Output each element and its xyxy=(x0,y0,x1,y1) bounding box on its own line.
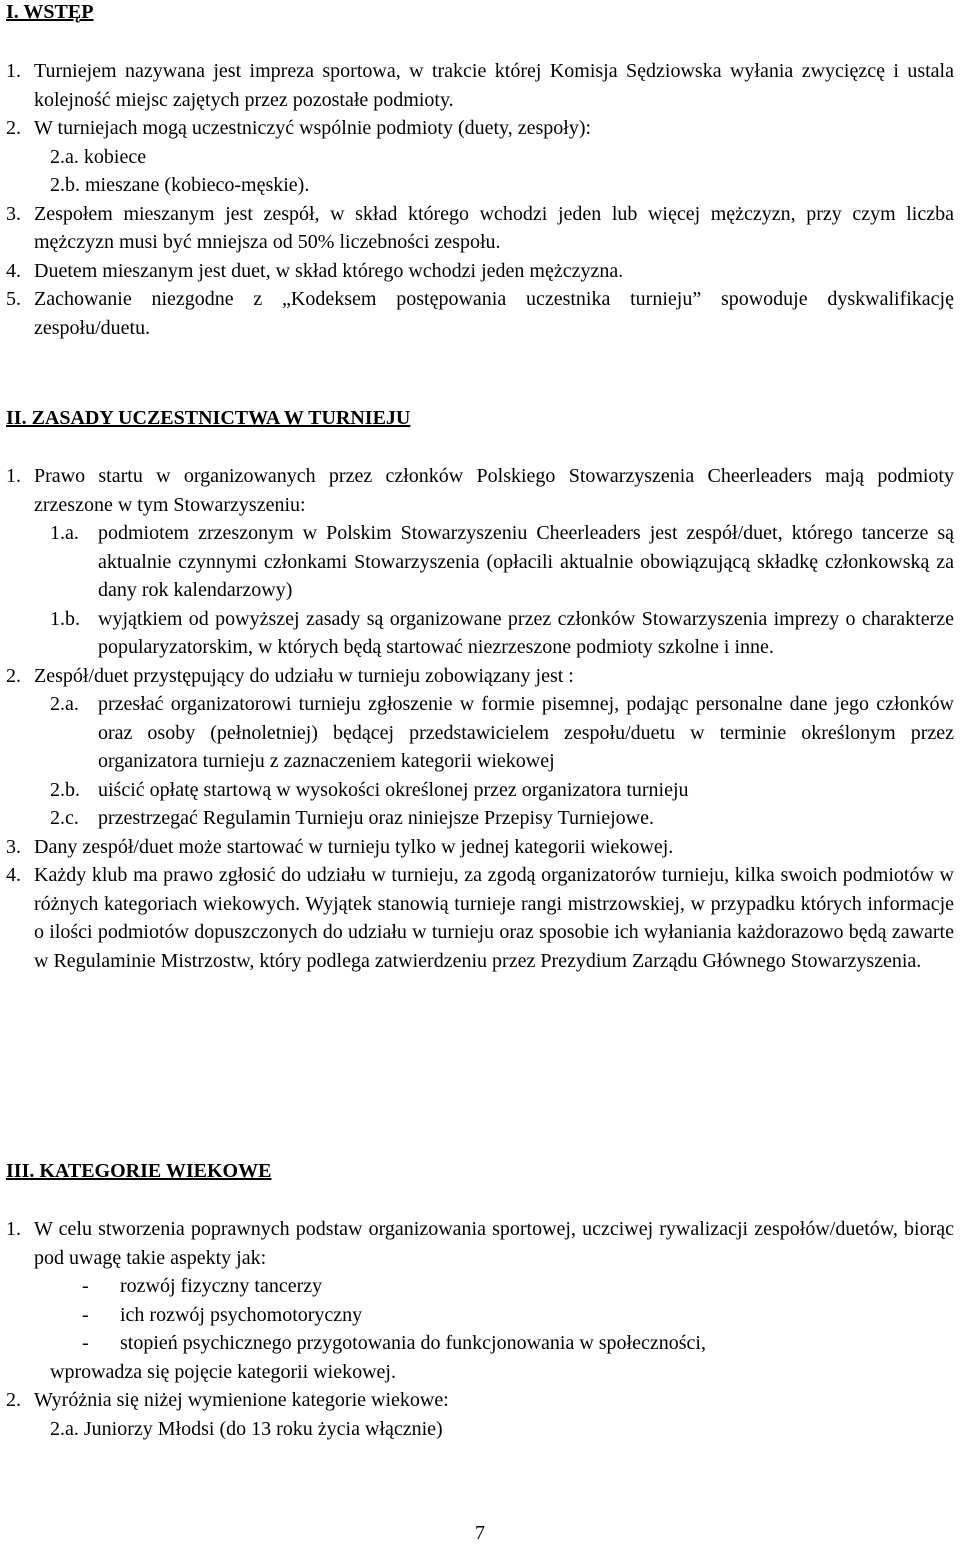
item-text: Turniejem nazywana jest impreza sportowa, w trakcie której Komisja Sędziowska wyłania zwycięzcę i ustala kolejność miejsc zajętych przez pozostałe podmioty. xyxy=(34,60,954,111)
item-text: Prawo startu w organizowanych przez członków Polskiego Stowarzyszenia Cheerleaders mają podmioty zrzeszone w tym Stowarzyszeniu: xyxy=(34,465,954,516)
sub-item xyxy=(6,519,954,605)
sub-item-text: podmiotem zrzeszonym w Polskim Stowarzyszeniu Cheerleaders jest zespół/duet, którego tancerze są aktualnie czynnymi członkami Stowarzyszenia (opłacili aktualnie obowiązującą składkę członkowską za dany rok kalendarzowy) xyxy=(98,522,954,601)
item-text: Każdy klub ma prawo zgłosić do udziału w turnieju, za zgodą organizatorów turnieju, kilka swoich podmiotów w różnych kategoriach wiekowych. Wyjątek stanowią turnieje rangi mistrzowskiej, w przypadku których informacje o ilości podmiotów dopuszczonych do udziału w turnieju oraz sposobie ich wyłaniania każdorazowo będą zawarte w Regulaminie Mistrzostw, który podlega zatwierdzeniu przez Prezydium Zarządu Głównego Stowarzyszenia. xyxy=(34,864,954,972)
sub-item-number: 2.b. xyxy=(50,174,80,196)
sub-item-number: 1.b. xyxy=(50,607,80,630)
dash-text: rozwój fizyczny tancerzy xyxy=(120,1275,323,1297)
sub-item xyxy=(6,804,954,833)
item-text: Dany zespół/duet może startować w turnieju tylko w jednej kategorii wiekowej. xyxy=(34,835,674,858)
sub-item-text: Juniorzy Młodsi (do 13 roku życia włącznie) xyxy=(83,1417,443,1440)
dash-item xyxy=(6,1301,954,1330)
list-item xyxy=(6,1386,954,1415)
list-item xyxy=(6,462,954,519)
sub-item xyxy=(6,605,954,662)
dash-text: ich rozwój psychomotoryczny xyxy=(120,1303,363,1326)
list-item xyxy=(6,285,954,342)
item-text: Zespołem mieszanym jest zespół, w skład którego wchodzi jeden lub więcej mężczyzn, przy czym liczba mężczyzn musi być mniejsza od 50% liczebności zespołu. xyxy=(34,202,954,253)
list-item xyxy=(6,662,954,691)
dash-item xyxy=(6,1329,954,1358)
dash-marker: - xyxy=(82,1303,89,1326)
sub-item-text: przesłać organizatorowi turnieju zgłoszenie w formie pisemnej, podając personalne dane jego członków oraz osoby (pełnoletniej) będącej przedstawicielem zespołu/duetu w terminie określonym przez organizatora turnieju z zaznaczeniem kategorii wiekowej xyxy=(98,693,954,772)
sub-item-text: przestrzegać Regulamin Turnieju oraz niniejsze Przepisy Turniejowe. xyxy=(98,807,654,829)
item-text: Duetem mieszanym jest duet, w skład którego wchodzi jeden mężczyzna. xyxy=(34,259,624,282)
item-number: 4. xyxy=(6,259,21,282)
dash-text: stopień psychicznego przygotowania do funkcjonowania w społeczności, xyxy=(120,1332,706,1354)
section-2-list xyxy=(6,462,954,975)
sub-item-text: mieszane (kobieco-męskie). xyxy=(85,174,310,196)
sub-item-number: 1.a. xyxy=(50,522,79,544)
list-item xyxy=(6,833,954,862)
sub-item xyxy=(6,690,954,776)
item-number: 4. xyxy=(6,864,21,886)
sub-item-number: 2.a. xyxy=(50,1417,79,1440)
sub-item-text: wyjątkiem od powyższej zasady są organizowane przez członków Stowarzyszenia imprezy o charakterze popularyzatorskim, w których będą startować niezrzeszone podmioty szkolne i inne. xyxy=(98,607,954,658)
item-text: W turniejach mogą uczestniczyć wspólnie podmioty (duety, zespoły): xyxy=(34,117,592,139)
item-number: 2. xyxy=(6,664,21,687)
sub-item xyxy=(6,143,954,172)
item-number: 3. xyxy=(6,202,21,225)
sub-item-number: 2.c. xyxy=(50,807,79,829)
dash-marker: - xyxy=(82,1332,89,1354)
item-text: Wyróżnia się niżej wymienione kategorie wiekowe: xyxy=(34,1389,449,1411)
list-item xyxy=(6,1215,954,1272)
dash-list-tail: wprowadza się pojęcie kategorii wiekowej. xyxy=(50,1360,396,1383)
item-number: 1. xyxy=(6,60,21,82)
sub-item xyxy=(6,776,954,805)
item-number: 5. xyxy=(6,288,21,310)
sub-item-number: 2.a. xyxy=(50,145,79,168)
list-item xyxy=(6,114,954,143)
item-number: 3. xyxy=(6,835,21,858)
sub-item-number: 2.a. xyxy=(50,693,79,715)
section-3-list xyxy=(6,1215,954,1443)
item-text: W celu stworzenia poprawnych podstaw organizowania sportowej, uczciwej rywalizacji zespołów/duetów, biorąc pod uwagę takie aspekty jak: xyxy=(34,1218,954,1269)
sub-item xyxy=(6,1415,954,1444)
item-number: 2. xyxy=(6,117,21,139)
item-text: Zespół/duet przystępujący do udziału w turnieju zobowiązany jest : xyxy=(34,664,574,687)
dash-item xyxy=(6,1272,954,1301)
sub-item-text: kobiece xyxy=(83,145,147,168)
item-text: Zachowanie niezgodne z „Kodeksem postępowania uczestnika turnieju” spowoduje dyskwalifikację zespołu/duetu. xyxy=(34,288,954,339)
section-heading-wstep: I. WSTĘP xyxy=(6,1,94,23)
section-heading-kategorie: III. KATEGORIE WIEKOWE xyxy=(6,1160,272,1182)
list-item xyxy=(6,200,954,257)
sub-item xyxy=(6,171,954,200)
section-heading-zasady: II. ZASADY UCZESTNICTWA W TURNIEJU xyxy=(6,407,411,429)
list-item xyxy=(6,57,954,114)
sub-item-text: uiścić opłatę startową w wysokości określonej przez organizatora turnieju xyxy=(98,778,689,801)
list-item xyxy=(6,257,954,286)
page-number: 7 xyxy=(475,1522,485,1544)
item-number: 2. xyxy=(6,1389,21,1411)
sub-item-number: 2.b. xyxy=(50,778,80,801)
item-number: 1. xyxy=(6,1218,21,1240)
item-number: 1. xyxy=(6,465,21,487)
dash-marker: - xyxy=(82,1275,89,1297)
section-1-list xyxy=(6,57,954,342)
list-item xyxy=(6,861,954,975)
